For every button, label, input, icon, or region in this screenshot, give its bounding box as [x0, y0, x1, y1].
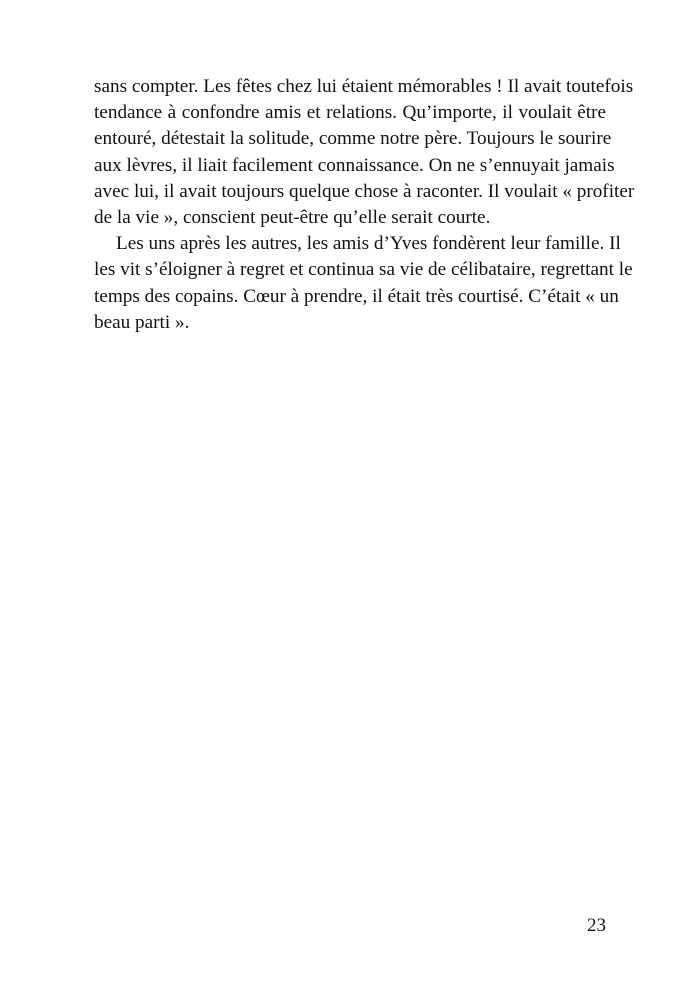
text-line: tendance à confondre amis et relations. Qu’importe, il voulait être [94, 102, 606, 124]
text-line: de la vie », conscient peut-être qu’elle serait courte. [94, 206, 491, 228]
page-number: 23 [587, 915, 606, 936]
body-text [94, 74, 635, 336]
text-line: entouré, détestait la solitude, comme notre père. Toujours le sourire [94, 128, 612, 150]
text-line: les vit s’éloigner à regret et continua sa vie de célibataire, regrettant le [94, 259, 633, 281]
text-line: aux lèvres, il liait facilement connaissance. On ne s’ennuyait jamais [94, 154, 615, 176]
text-line: sans compter. Les fêtes chez lui étaient mémorables ! Il avait toutefois [94, 76, 634, 97]
paragraph-2 [94, 231, 633, 336]
paragraph-1 [94, 74, 635, 231]
text-line: Les uns après les autres, les amis d’Yves fondèrent leur famille. Il [116, 233, 621, 255]
text-line: temps des copains. Cœur à prendre, il était très courtisé. C’était « un [94, 285, 619, 307]
text-line: avec lui, il avait toujours quelque chose à raconter. Il voulait « profiter [94, 180, 635, 202]
text-line: beau parti ». [94, 311, 190, 333]
